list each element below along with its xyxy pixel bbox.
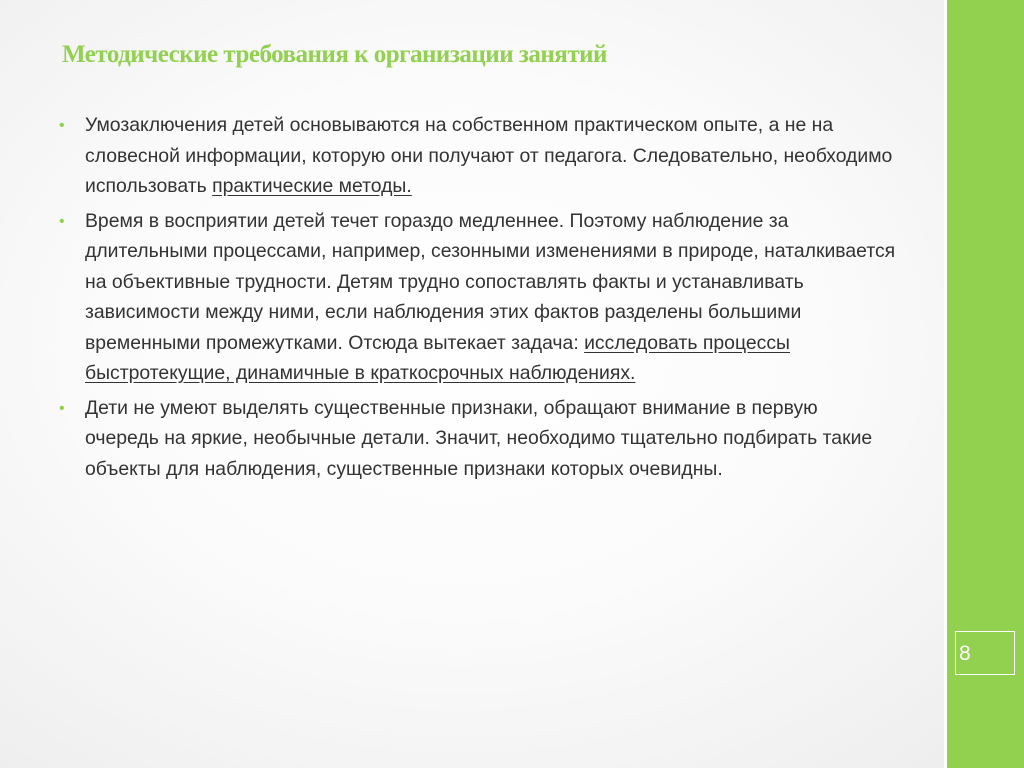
bullet-dot-icon: •: [59, 399, 65, 417]
bullet-dot-icon: •: [59, 117, 65, 134]
bullet-item: [56, 206, 896, 389]
bullet-text: Умозаключения детей основываются на собственном практическом опыте, а не на словесной информации, которую они получают от педагога. Следовательно, необходимо использовать: [85, 114, 893, 197]
bullet-list: [56, 110, 896, 488]
bullet-dot-icon: •: [59, 212, 65, 230]
slide-title: Методические требования к организации занятий: [62, 41, 607, 68]
bullet-item: [56, 110, 896, 202]
bullet-emphasis: практические методы.: [212, 175, 412, 197]
bullet-text: Время в восприятии детей течет гораздо медленнее. Поэтому наблюдение за длительными процессами, например, сезонными изменениями в природе, наталкивается на объективные трудности. Детям трудно сопоставлять факты и устанавливать зависимости между ними, если наблюдения этих фактов разделены большими временными промежутками. Отсюда вытекает задача:: [85, 209, 896, 354]
bullet-text: Дети не умеют выделять существенные признаки, обращают внимание в первую очередь на яркие, необычные детали. Значит, необходимо тщательно подбирать такие объекты для наблюдения, существенные признаки которых очевидны.: [85, 396, 873, 480]
bullet-emphasis: исследовать процессы быстротекущие, динамичные в краткосрочных наблюдениях.: [85, 331, 790, 384]
page-number: 8: [955, 631, 1015, 675]
bullet-item: [56, 393, 896, 485]
